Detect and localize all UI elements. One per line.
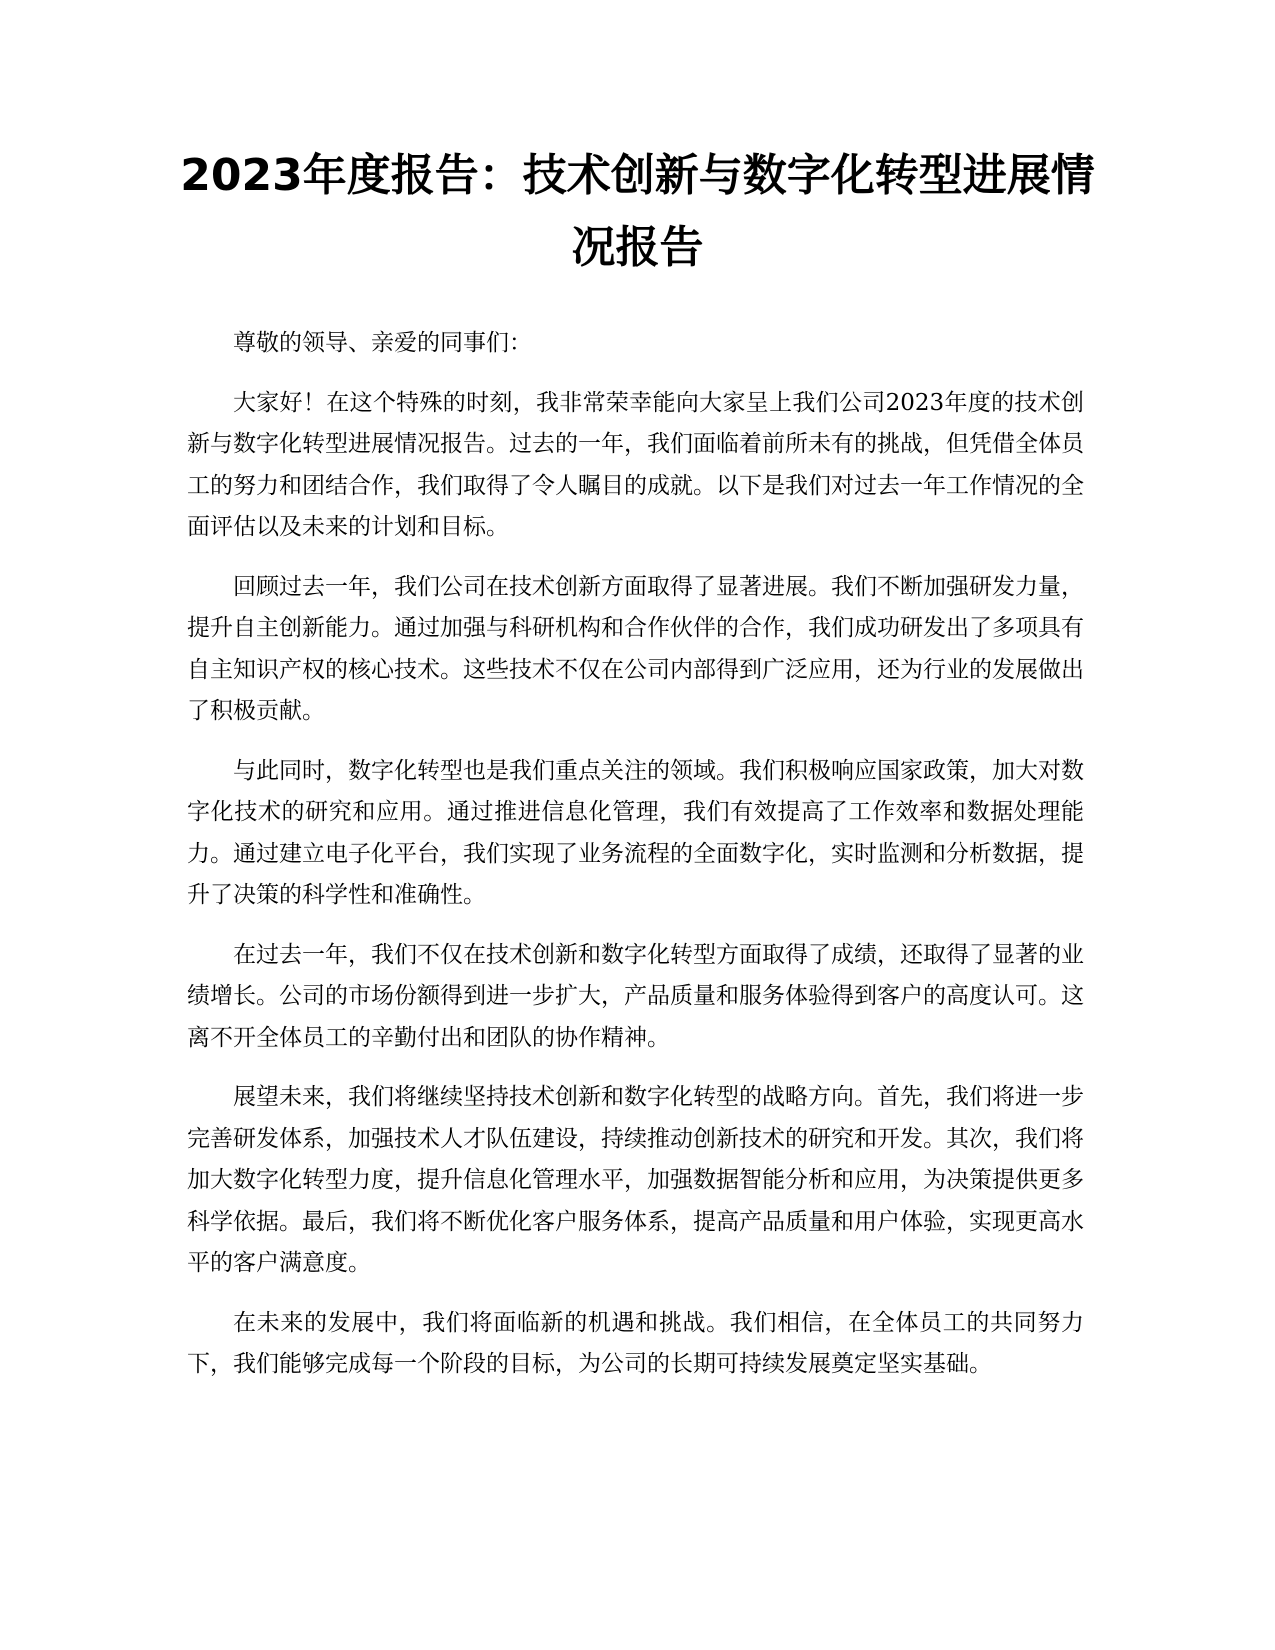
tech-innovation-paragraph: 回顾过去一年，我们公司在技术创新方面取得了显著进展。我们不断加强研发力量，提升自主创新能力。通过加强与科研机构和合作伙伴的合作，我们成功研发出了多项具有自主知识产权的核心技术。这些技术不仅在公司内部得到广泛应用，还为行业的发展做出了积极贡献。 [187,573,1084,724]
outlook-paragraph: 展望未来，我们将继续坚持技术创新和数字化转型的战略方向。首先，我们将进一步完善研发体系，加强技术人才队伍建设，持续推动创新技术的研究和开发。其次，我们将加大数字化转型力度，提升信息化管理水平，加强数据智能分析和应用，为决策提供更多科学依据。最后，我们将不断优化客户服务体系，提高产品质量和用户体验，实现更高水平的客户满意度。 [187,1084,1084,1276]
performance-paragraph: 在过去一年，我们不仅在技术创新和数字化转型方面取得了成绩，还取得了显著的业绩增长。公司的市场份额得到进一步扩大，产品质量和服务体验得到客户的高度认可。这离不开全体员工的辛勤付出和团队的协作精神。 [187,941,1084,1051]
document-title: 2023年度报告：技术创新与数字化转型进展情况报告 [180,150,1095,273]
digital-transformation-paragraph: 与此同时，数字化转型也是我们重点关注的领域。我们积极响应国家政策，加大对数字化技术的研究和应用。通过推进信息化管理，我们有效提高了工作效率和数据处理能力。通过建立电子化平台，我们实现了业务流程的全面数字化，实时监测和分析数据，提升了决策的科学性和准确性。 [187,757,1084,908]
greeting-paragraph: 尊敬的领导、亲爱的同事们： [233,330,532,356]
intro-paragraph: 大家好！在这个特殊的时刻，我非常荣幸能向大家呈上我们公司2023年度的技术创新与数字化转型进展情况报告。过去的一年，我们面临着前所未有的挑战，但凭借全体员工的努力和团结合作，我们取得了令人瞩目的成就。以下是我们对过去一年工作情况的全面评估以及未来的计划和目标。 [187,389,1084,540]
document-body [187,323,1084,1404]
closing-paragraph: 在未来的发展中，我们将面临新的机遇和挑战。我们相信，在全体员工的共同努力下，我们能够完成每一个阶段的目标，为公司的长期可持续发展奠定坚实基础。 [187,1309,1084,1377]
